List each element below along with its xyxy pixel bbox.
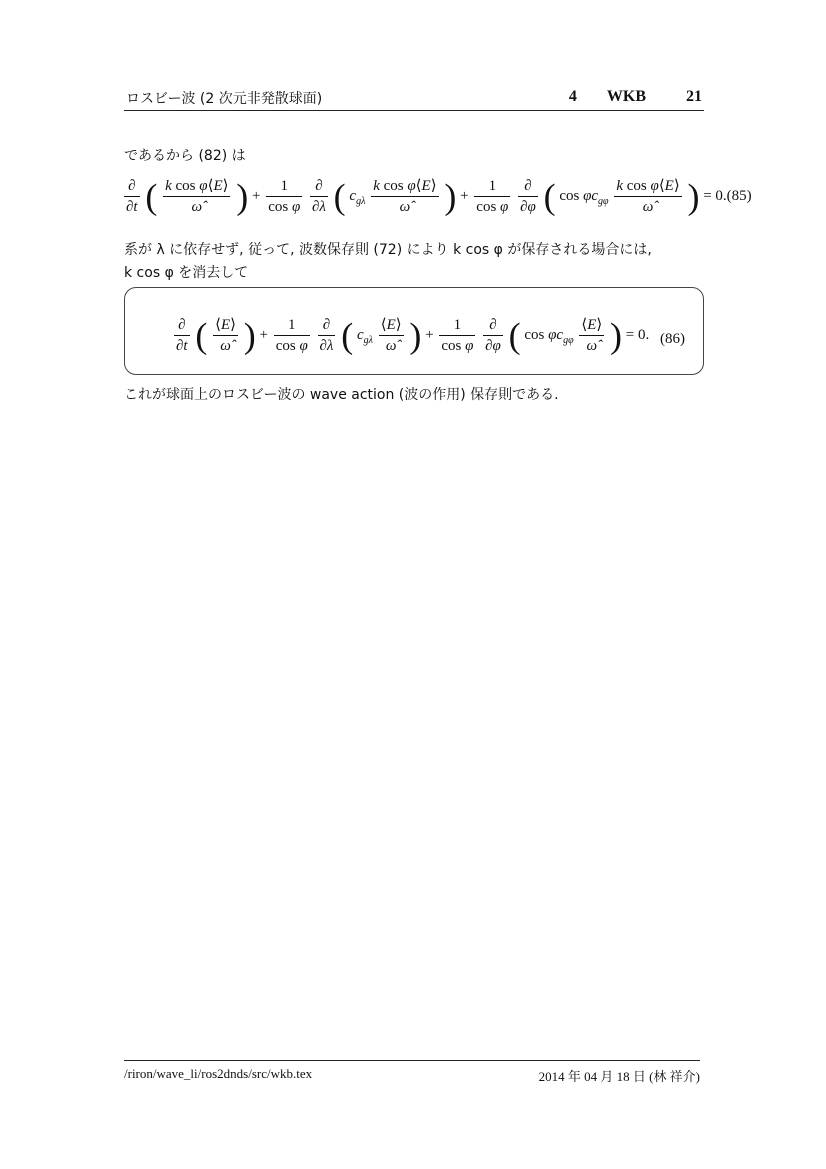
footer-date-author: 2014 年 04 月 18 日 (林 祥介) (538, 1069, 700, 1084)
equation-86-number: (86) (660, 331, 685, 347)
para2-line1: 系が λ に依存せず, 従って, 波数保存則 (72) により k cos φ が保存される場合には, (124, 242, 652, 258)
header-section (543, 88, 702, 106)
page-footer (124, 1066, 700, 1082)
header-page-number: 21 (686, 88, 702, 105)
para2-line2: k cos φ を消去して (124, 265, 249, 281)
header-section-name: WKB (606, 88, 646, 105)
header-rule (124, 110, 704, 111)
header-section-number: 4 (568, 88, 577, 105)
equation-85-number: 0.(85) (715, 187, 752, 204)
equation-86-rhs: = 0. (625, 326, 650, 343)
equation-86: $\frac{\partial}{\partial t}$ ( $\frac{⟨E⟩}{\omegâ}$ ) + $\frac{1}{\text{cos φ}}$ $\frac{\partial}{\partial\lambda}$ ( $c_{g\lambda}$ $\frac{⟨E⟩}{\omegâ}$ ) + $\frac{1}{\text{cos φ}}$ $\frac{\partial}{\partial\varphi}$ ( $\cos \varphi c_{g\varphi}$ $\frac{⟨E⟩}{\omegâ}$ ) = 0. (176, 315, 650, 356)
equation-85: $\frac{\partial}{\partial t}$ ( $\frac{\text{k cos φ⟨E⟩}}{\omegâ}$ ) + $\frac{1}{\text{cos φ}}$ $\frac{\partial}{\partial\lambda}$ ( $c_{g\lambda}$ $\frac{\text{k cos φ⟨E⟩}}{\omegâ}$ ) + $\frac{1}{\text{cos φ}}$ $\frac{\partial}{\partial\varphi}$ ( $\cos \varphi c_{g\varphi}$ $\frac{\text{k cos φ⟨E⟩}}{\omegâ}$ ) = 0.(85) (126, 176, 752, 217)
footer-path: /riron/wave_li/ros2dnds/src/wkb.tex (124, 1066, 313, 1081)
intro-text: であるから (82) は (124, 148, 246, 164)
page-header (126, 88, 702, 112)
header-title: ロスビー波 (2 次元非発散球面) (126, 91, 323, 107)
conclusion-text: これが球面上のロスビー波の wave action (波の作用) 保存則である. (124, 387, 559, 403)
footer-rule (124, 1060, 700, 1061)
